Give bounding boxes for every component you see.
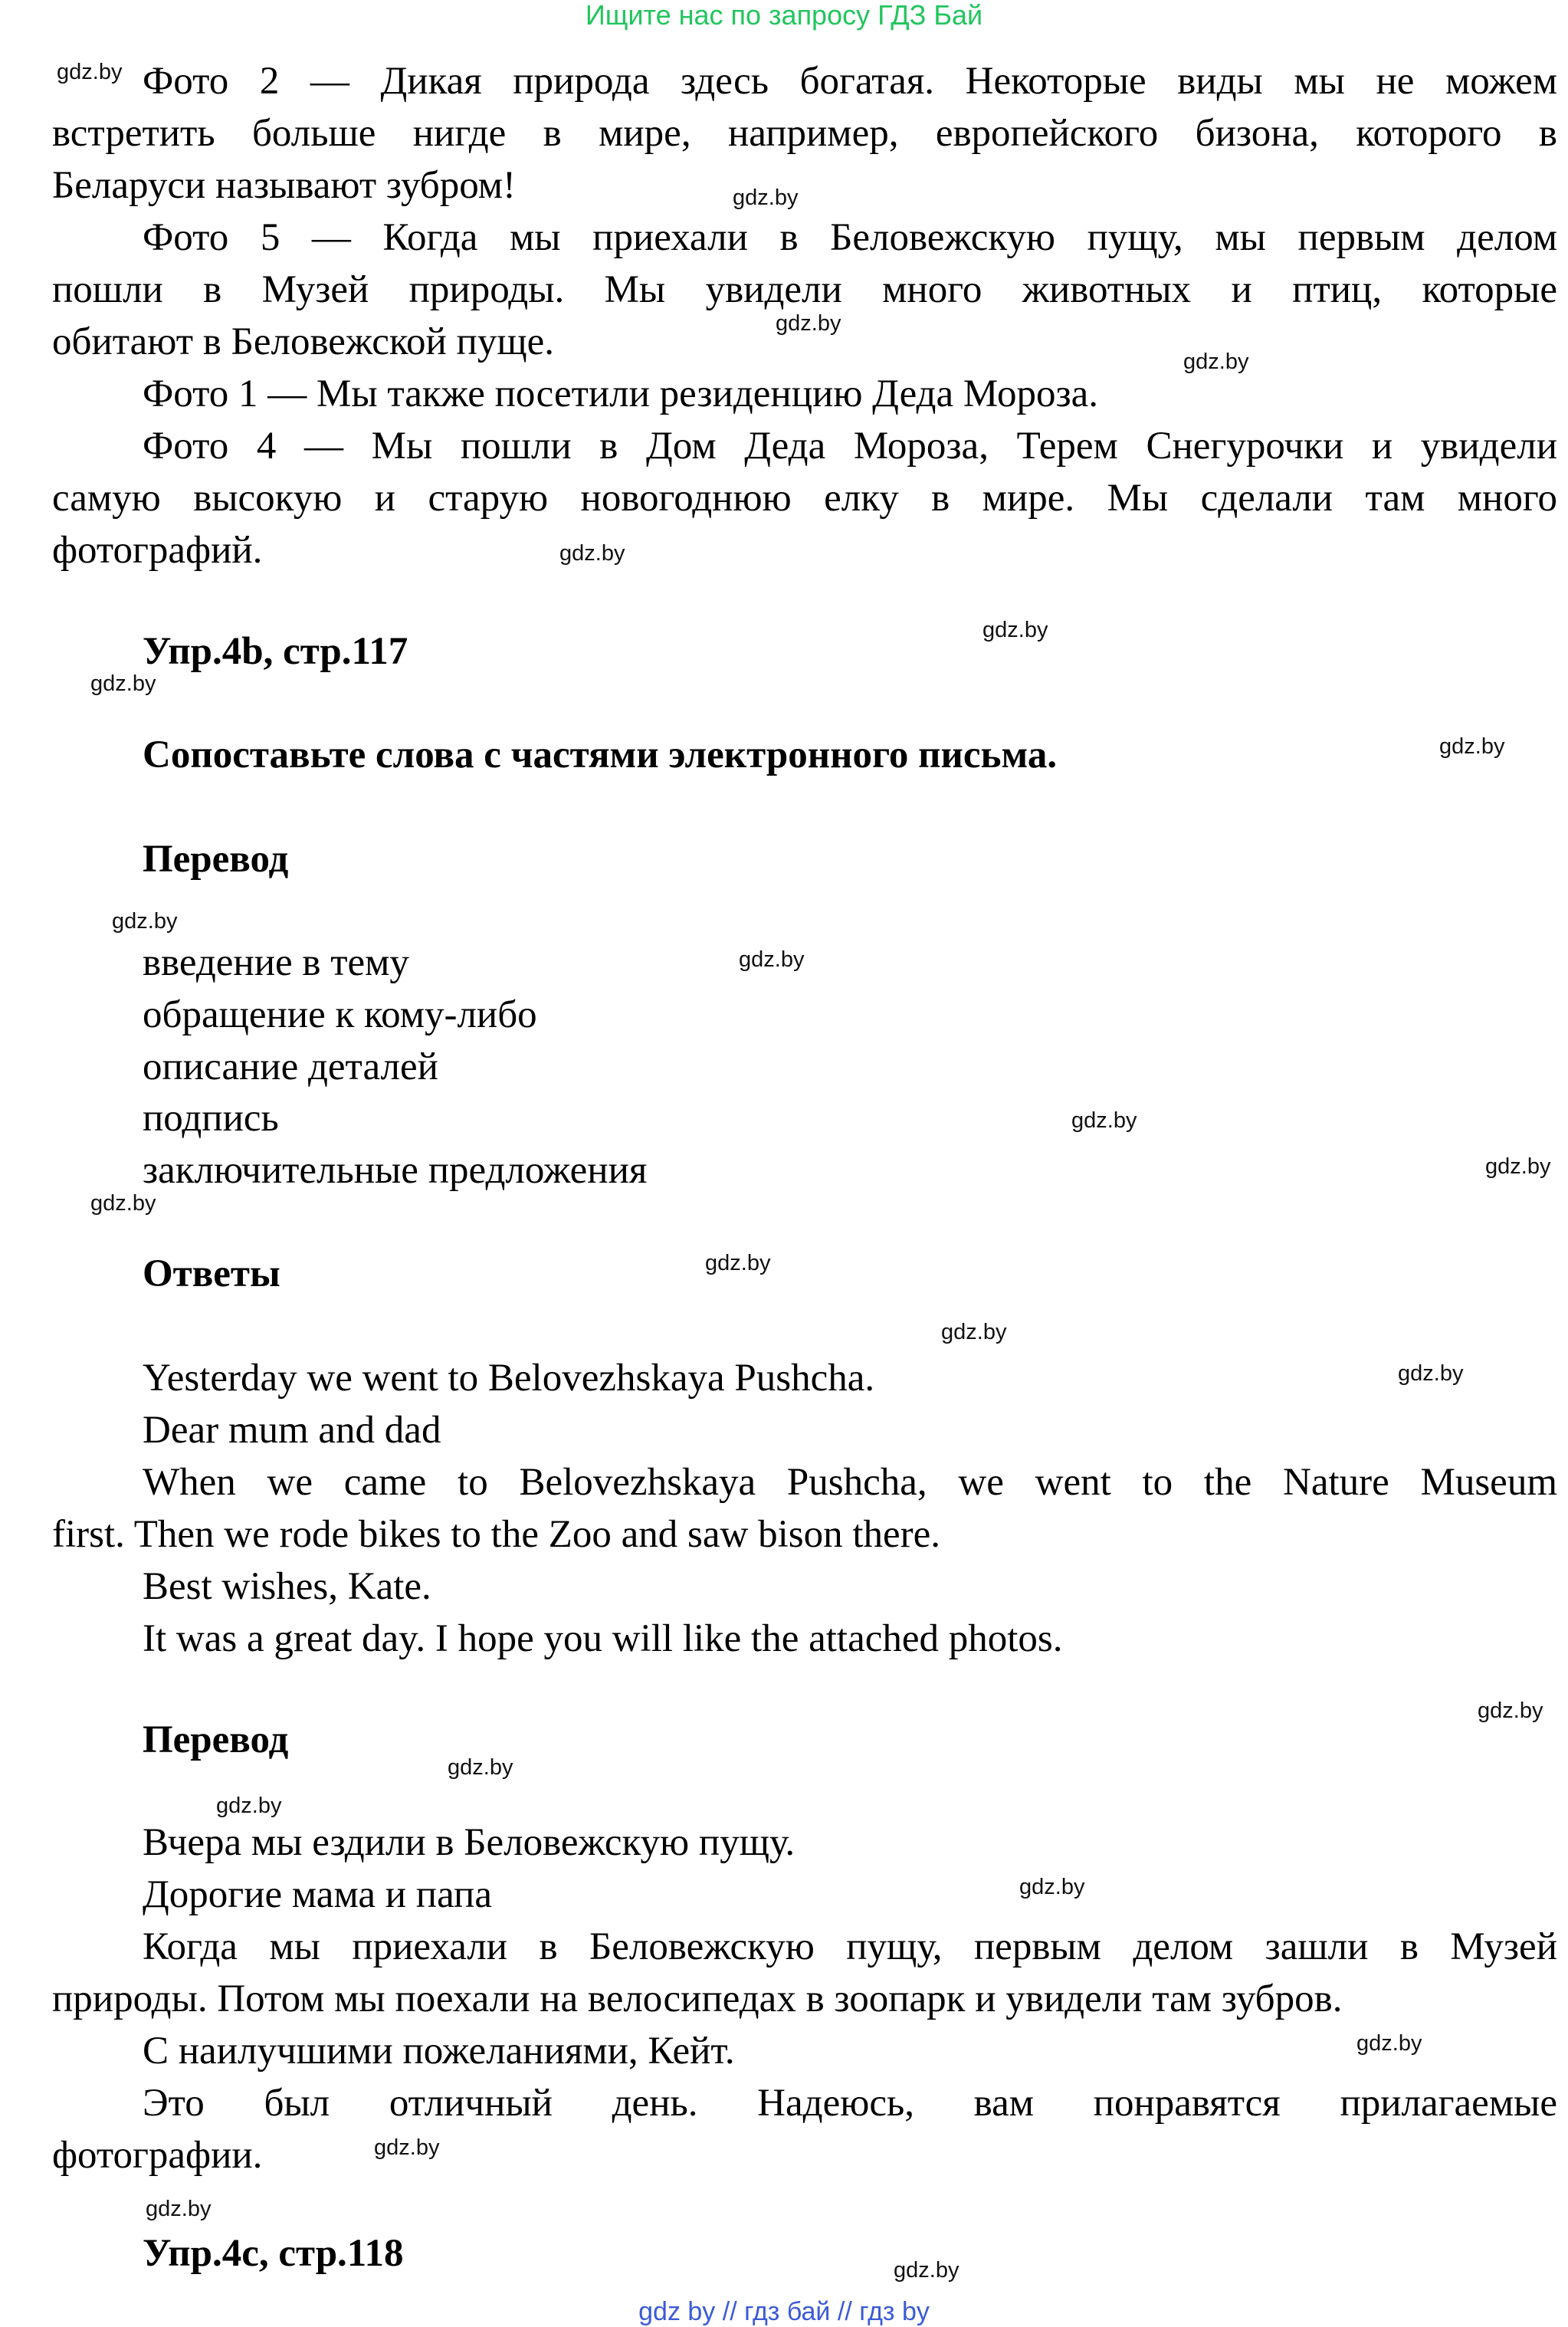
photo5-line3: обитают в Беловежской пуще. [52, 320, 555, 363]
watermark: gdz.by [941, 1320, 1007, 1344]
watermark: gdz.by [982, 618, 1048, 642]
photo2-line2: встретить больше нигде в мире, например, европейского бизона, которого в [52, 112, 1557, 155]
translation2-line: С наилучшими пожеланиями, Кейт. [143, 2030, 735, 2073]
photo5-line1: Фото 5 — Когда мы приехали в Беловежскую пущу, мы первым делом [143, 216, 1557, 259]
translation-item: описание деталей [143, 1045, 438, 1088]
photo4-line2: самую высокую и старую новогоднюю елку в мире. Мы сделали там много [52, 477, 1557, 520]
translation-item: обращение к кому-либо [143, 993, 537, 1036]
photo4-line3: фотографий. [52, 529, 263, 572]
watermark: gdz.by [216, 1794, 282, 1818]
watermark: gdz.by [90, 1191, 156, 1216]
watermark: gdz.by [1019, 1875, 1085, 1899]
watermark: gdz.by [112, 909, 178, 934]
translation-item: заключительные предложения [143, 1149, 648, 1192]
watermark: gdz.by [90, 671, 156, 696]
photo4-line1: Фото 4 — Мы пошли в Дом Деда Мороза, Терем Снегурочки и увидели [143, 425, 1557, 468]
watermark: gdz.by [733, 185, 799, 210]
translation2-line: Это был отличный день. Надеюсь, вам понравятся прилагаемые [143, 2082, 1557, 2125]
translation2-line: Вчера мы ездили в Беловежскую пущу. [143, 1821, 795, 1864]
photo2-line3: Беларуси называют зубром! [52, 164, 517, 207]
watermark: gdz.by [1071, 1108, 1137, 1133]
answers-heading: Ответы [143, 1252, 280, 1295]
watermark: gdz.by [1356, 2031, 1422, 2056]
top-banner: Ищите нас по запросу ГДЗ Бай [585, 0, 983, 31]
answer-line: first. Then we rode bikes to the Zoo and saw bison there. [52, 1513, 941, 1556]
watermark: gdz.by [894, 2258, 959, 2283]
translation2-heading: Перевод [143, 1718, 289, 1761]
watermark: gdz.by [776, 311, 841, 336]
watermark: gdz.by [448, 1755, 513, 1780]
watermark: gdz.by [1439, 734, 1505, 759]
watermark: gdz.by [705, 1251, 771, 1275]
translation2-line: Когда мы приехали в Беловежскую пущу, первым делом зашли в Музей [143, 1925, 1557, 1968]
watermark: gdz.by [57, 60, 123, 84]
photo1-line1: Фото 1 — Мы также посетили резиденцию Деда Мороза. [143, 373, 1098, 415]
exercise-4b-task: Сопоставьте слова с частями электронного письма. [143, 734, 1058, 776]
watermark: gdz.by [1398, 1361, 1464, 1386]
translation2-line: природы. Потом мы поехали на велосипедах в зоопарк и увидели там зубров. [52, 1977, 1343, 2020]
translation-item: введение в тему [143, 941, 409, 984]
answer-line: Dear mum and dad [143, 1409, 441, 1452]
watermark: gdz.by [1478, 1698, 1543, 1723]
watermark: gdz.by [1485, 1154, 1551, 1179]
bottom-banner: gdz by // гдз бай // гдз by [638, 2297, 930, 2326]
translation2-line: Дорогие мама и папа [143, 1873, 492, 1916]
watermark: gdz.by [146, 2197, 212, 2221]
watermark: gdz.by [1183, 350, 1249, 374]
photo5-line2: пошли в Музей природы. Мы увидели много животных и птиц, которые [52, 268, 1557, 311]
translation2-line: фотографии. [52, 2134, 263, 2177]
translation-item: подпись [143, 1097, 279, 1140]
photo2-line1: Фото 2 — Дикая природа здесь богатая. Некоторые виды мы не можем [143, 60, 1557, 103]
translation-heading: Перевод [143, 838, 289, 881]
watermark: gdz.by [739, 947, 805, 972]
answer-line: When we came to Belovezhskaya Pushcha, we went to the Nature Museum [143, 1461, 1557, 1504]
watermark: gdz.by [374, 2135, 440, 2160]
answer-line: Yesterday we went to Belovezhskaya Pushcha. [143, 1357, 875, 1400]
exercise-4b-title: Упр.4b, стр.117 [143, 630, 408, 673]
answer-line: It was a great day. I hope you will like the attached photos. [143, 1617, 1063, 1660]
answer-line: Best wishes, Kate. [143, 1565, 431, 1608]
watermark: gdz.by [559, 541, 625, 566]
exercise-4c-title: Упр.4c, стр.118 [143, 2232, 404, 2275]
